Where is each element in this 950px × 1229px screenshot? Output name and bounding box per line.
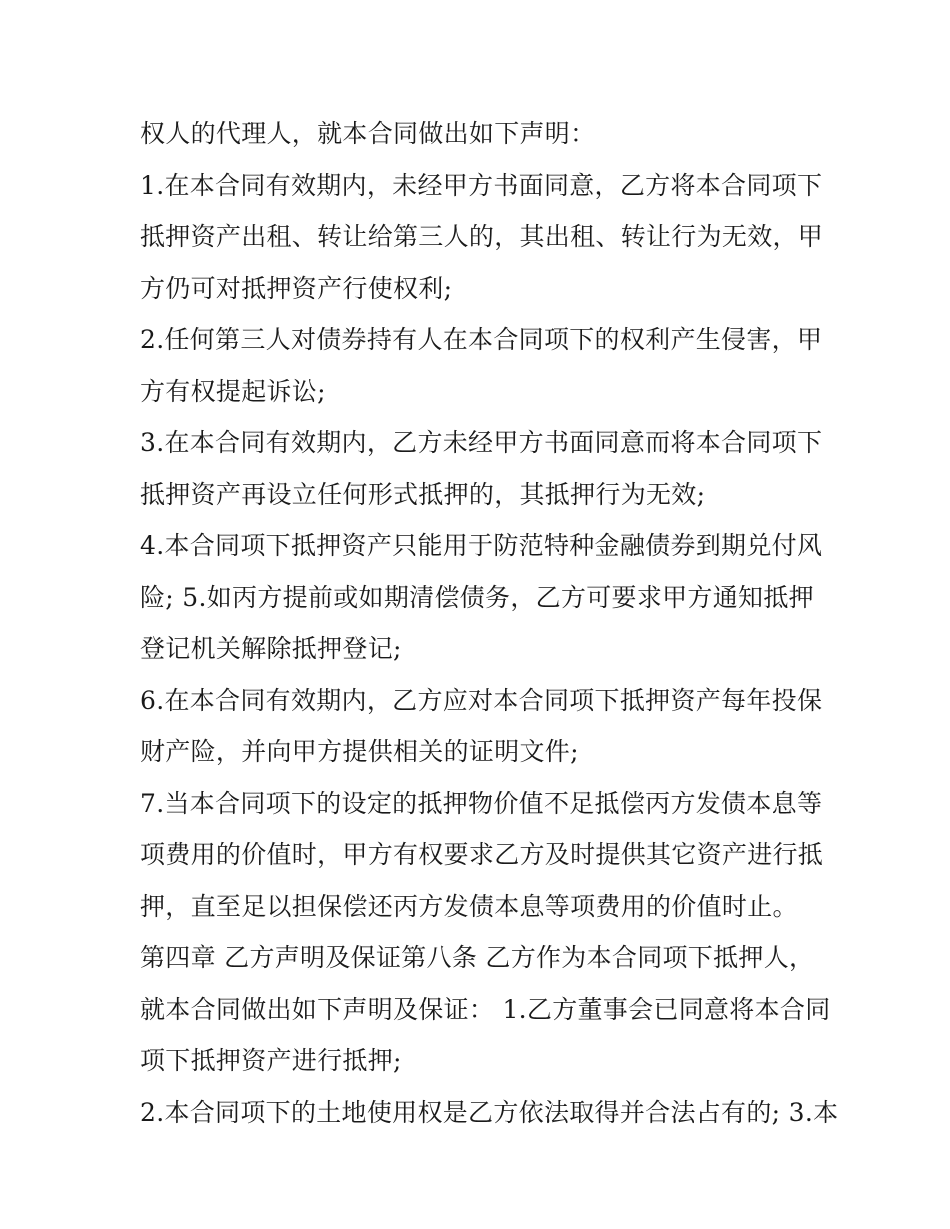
text-line: 权人的代理人，就本合同做出如下声明： xyxy=(140,119,596,148)
text-line: 第四章 乙方声明及保证第八条 乙方作为本合同项下抵押人， xyxy=(140,943,815,972)
text-line: 2.本合同项下的土地使用权是乙方依法取得并合法占有的; 3.本 xyxy=(140,1097,839,1127)
text-line: 抵押资产再设立任何形式抵押的，其抵押行为无效; xyxy=(140,479,706,509)
text-line: 登记机关解除抵押登记; xyxy=(140,634,402,663)
text-line: 就本合同做出如下声明及保证： 1.乙方董事会已同意将本合同 xyxy=(140,994,831,1024)
text-line: 2.任何第三人对债券持有人在本合同项下的权利产生侵害，甲 xyxy=(140,325,823,354)
text-line: 3.在本合同有效期内，乙方未经甲方书面同意而将本合同项下 xyxy=(140,428,823,457)
text-line: 抵押资产出租、转让给第三人的，其出租、转让行为无效，甲 xyxy=(140,222,824,251)
text-line: 方有权提起诉讼; xyxy=(140,376,326,406)
text-line: 7.当本合同项下的设定的抵押物价值不足抵偿丙方发债本息等 xyxy=(140,788,823,818)
text-line: 押，直至足以担保偿还丙方发债本息等项费用的价值时止。 xyxy=(140,891,798,921)
text-line: 项费用的价值时，甲方有权要求乙方及时提供其它资产进行抵 xyxy=(140,840,824,869)
document-body xyxy=(140,108,839,1138)
text-line: 6.在本合同有效期内，乙方应对本合同项下抵押资产每年投保 xyxy=(140,685,823,715)
text-line: 4.本合同项下抵押资产只能用于防范特种金融债券到期兑付风 xyxy=(140,531,823,560)
text-line: 项下抵押资产进行抵押; xyxy=(140,1046,402,1075)
text-line: 财产险，并向甲方提供相关的证明文件; xyxy=(140,737,579,766)
text-line: 险; 5.如丙方提前或如期清偿债务，乙方可要求甲方通知抵押 xyxy=(140,582,814,612)
text-line: 方仍可对抵押资产行使权利; xyxy=(140,273,453,303)
text-line: 1.在本合同有效期内，未经甲方书面同意，乙方将本合同项下 xyxy=(140,170,823,200)
